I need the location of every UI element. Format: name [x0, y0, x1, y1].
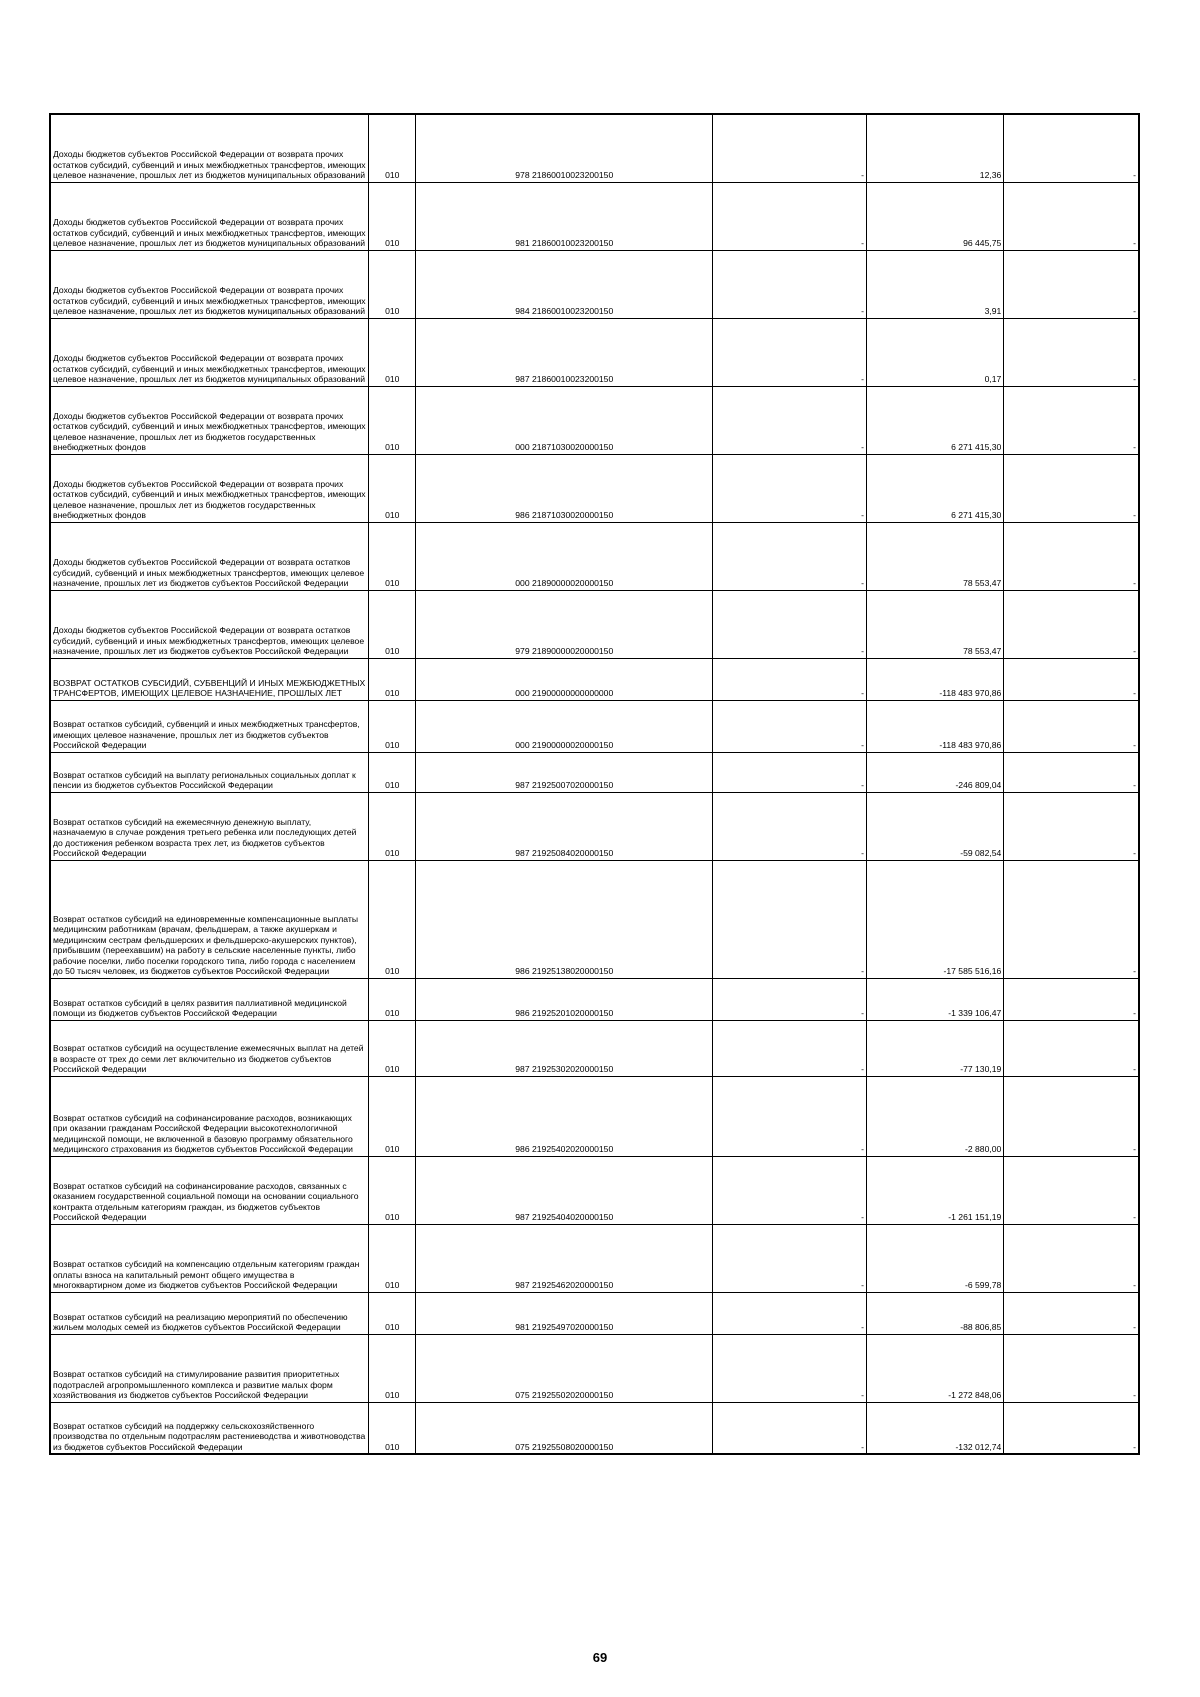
table-row	[50, 752, 1139, 792]
table-row	[50, 1020, 1139, 1076]
row-line-code-cell: 010	[369, 1076, 416, 1156]
row-amount-cell: 3,91	[866, 250, 1003, 318]
row-line-code-cell: 010	[369, 860, 416, 978]
row-amount-cell: -59 082,54	[866, 792, 1003, 860]
row-line-code-cell: 010	[369, 1224, 416, 1292]
row-amount-cell: -118 483 970,86	[866, 700, 1003, 752]
row-amount-cell: -246 809,04	[866, 752, 1003, 792]
row-budget-code-cell: 984 21860010023200150	[416, 250, 713, 318]
row-line-code-cell: 010	[369, 114, 416, 182]
page-number: 69	[592, 1650, 608, 1665]
row-name-cell: Возврат остатков субсидий на выплату региональных социальных доплат к пенсии из бюджетов субъектов Российской Федерации	[50, 752, 369, 792]
row-budget-code-cell: 979 21890000020000150	[416, 590, 713, 658]
row-name-cell: Возврат остатков субсидий на софинансирование расходов, связанных с оказанием государственной социальной помощи на основании социального контракта отдельным категориям граждан, из бюджетов субъектов Российской Федерации	[50, 1156, 369, 1224]
row-unexecuted-cell: -	[1004, 1076, 1139, 1156]
table-row	[50, 386, 1139, 454]
row-line-code-cell: 010	[369, 386, 416, 454]
row-unexecuted-cell: -	[1004, 700, 1139, 752]
row-unexecuted-cell: -	[1004, 978, 1139, 1020]
row-name-cell: Возврат остатков субсидий на ежемесячную денежную выплату, назначаемую в случае рождения третьего ребенка или последующих детей до достижения ребенком возраста трех лет, из бюджетов субъектов Российской Федерации	[50, 792, 369, 860]
row-name-cell: Возврат остатков субсидий на поддержку сельскохозяйственного производства по отдельным подотраслям растениеводства и животноводства из бюджетов субъектов Российской Федерации	[50, 1402, 369, 1454]
row-plan-cell: -	[713, 978, 867, 1020]
row-amount-cell: 6 271 415,30	[866, 386, 1003, 454]
row-line-code-cell: 010	[369, 1334, 416, 1402]
row-amount-cell: -2 880,00	[866, 1076, 1003, 1156]
row-unexecuted-cell: -	[1004, 182, 1139, 250]
row-line-code-cell: 010	[369, 1020, 416, 1076]
row-plan-cell: -	[713, 590, 867, 658]
row-unexecuted-cell: -	[1004, 658, 1139, 700]
row-plan-cell: -	[713, 522, 867, 590]
table-row	[50, 792, 1139, 860]
row-unexecuted-cell: -	[1004, 386, 1139, 454]
table-row	[50, 114, 1139, 182]
row-unexecuted-cell: -	[1004, 792, 1139, 860]
row-plan-cell: -	[713, 114, 867, 182]
row-name-cell: Возврат остатков субсидий на компенсацию отдельным категориям граждан оплаты взноса на капитальный ремонт общего имущества в многоквартирном доме из бюджетов субъектов Российской Федерации	[50, 1224, 369, 1292]
row-plan-cell: -	[713, 386, 867, 454]
report-table-body	[50, 114, 1139, 1454]
row-line-code-cell: 010	[369, 182, 416, 250]
row-unexecuted-cell: -	[1004, 590, 1139, 658]
row-name-cell: Доходы бюджетов субъектов Российской Федерации от возврата остатков субсидий, субвенций и иных межбюджетных трансфертов, имеющих целевое назначение, прошлых лет из бюджетов субъектов Российской Федерации	[50, 590, 369, 658]
row-plan-cell: -	[713, 1076, 867, 1156]
row-plan-cell: -	[713, 1334, 867, 1402]
table-row	[50, 1292, 1139, 1334]
row-budget-code-cell: 000 21900000000000000	[416, 658, 713, 700]
row-name-cell: Доходы бюджетов субъектов Российской Федерации от возврата прочих остатков субсидий, субвенций и иных межбюджетных трансфертов, имеющих целевое назначение, прошлых лет из бюджетов государственных внебюджетных фондов	[50, 454, 369, 522]
row-plan-cell: -	[713, 454, 867, 522]
row-plan-cell: -	[713, 1292, 867, 1334]
table-row	[50, 1076, 1139, 1156]
row-plan-cell: -	[713, 1156, 867, 1224]
row-budget-code-cell: 986 21925201020000150	[416, 978, 713, 1020]
row-unexecuted-cell: -	[1004, 1402, 1139, 1454]
row-unexecuted-cell: -	[1004, 752, 1139, 792]
row-line-code-cell: 010	[369, 752, 416, 792]
row-budget-code-cell: 987 21925302020000150	[416, 1020, 713, 1076]
table-row	[50, 1224, 1139, 1292]
table-row	[50, 700, 1139, 752]
row-unexecuted-cell: -	[1004, 1020, 1139, 1076]
report-table	[49, 113, 1140, 1455]
table-row	[50, 1402, 1139, 1454]
row-line-code-cell: 010	[369, 792, 416, 860]
table-row	[50, 658, 1139, 700]
row-amount-cell: -1 339 106,47	[866, 978, 1003, 1020]
row-name-cell: Доходы бюджетов субъектов Российской Федерации от возврата прочих остатков субсидий, субвенций и иных межбюджетных трансфертов, имеющих целевое назначение, прошлых лет из бюджетов муниципальных образований	[50, 182, 369, 250]
row-plan-cell: -	[713, 182, 867, 250]
row-amount-cell: 78 553,47	[866, 590, 1003, 658]
row-name-cell: Возврат остатков субсидий на осуществление ежемесячных выплат на детей в возрасте от трех до семи лет включительно из бюджетов субъектов Российской Федерации	[50, 1020, 369, 1076]
row-name-cell: Возврат остатков субсидий на реализацию мероприятий по обеспечению жильем молодых семей из бюджетов субъектов Российской Федерации	[50, 1292, 369, 1334]
row-budget-code-cell: 987 21925404020000150	[416, 1156, 713, 1224]
row-budget-code-cell: 000 21871030020000150	[416, 386, 713, 454]
row-amount-cell: -132 012,74	[866, 1402, 1003, 1454]
row-name-cell: Возврат остатков субсидий в целях развития паллиативной медицинской помощи из бюджетов субъектов Российской Федерации	[50, 978, 369, 1020]
row-plan-cell: -	[713, 1224, 867, 1292]
row-name-cell: Возврат остатков субсидий на стимулирование развития приоритетных подотраслей агропромышленного комплекса и развитие малых форм хозяйствования из бюджетов субъектов Российской Федерации	[50, 1334, 369, 1402]
row-plan-cell: -	[713, 792, 867, 860]
row-plan-cell: -	[713, 250, 867, 318]
row-unexecuted-cell: -	[1004, 1224, 1139, 1292]
row-plan-cell: -	[713, 700, 867, 752]
row-unexecuted-cell: -	[1004, 860, 1139, 978]
row-budget-code-cell: 978 21860010023200150	[416, 114, 713, 182]
row-budget-code-cell: 000 21900000020000150	[416, 700, 713, 752]
row-line-code-cell: 010	[369, 590, 416, 658]
table-row	[50, 522, 1139, 590]
row-budget-code-cell: 987 21925462020000150	[416, 1224, 713, 1292]
row-plan-cell: -	[713, 752, 867, 792]
row-line-code-cell: 010	[369, 1402, 416, 1454]
row-line-code-cell: 010	[369, 250, 416, 318]
row-amount-cell: -1 272 848,06	[866, 1334, 1003, 1402]
row-budget-code-cell: 981 21925497020000150	[416, 1292, 713, 1334]
row-unexecuted-cell: -	[1004, 522, 1139, 590]
row-budget-code-cell: 987 21925007020000150	[416, 752, 713, 792]
row-name-cell: Доходы бюджетов субъектов Российской Федерации от возврата прочих остатков субсидий, субвенций и иных межбюджетных трансфертов, имеющих целевое назначение, прошлых лет из бюджетов государственных внебюджетных фондов	[50, 386, 369, 454]
row-budget-code-cell: 075 21925508020000150	[416, 1402, 713, 1454]
row-unexecuted-cell: -	[1004, 114, 1139, 182]
row-line-code-cell: 010	[369, 978, 416, 1020]
row-plan-cell: -	[713, 658, 867, 700]
row-name-cell: Доходы бюджетов субъектов Российской Федерации от возврата прочих остатков субсидий, субвенций и иных межбюджетных трансфертов, имеющих целевое назначение, прошлых лет из бюджетов муниципальных образований	[50, 114, 369, 182]
table-row	[50, 454, 1139, 522]
row-name-cell: Доходы бюджетов субъектов Российской Федерации от возврата остатков субсидий, субвенций и иных межбюджетных трансфертов, имеющих целевое назначение, прошлых лет из бюджетов субъектов Российской Федерации	[50, 522, 369, 590]
row-budget-code-cell: 981 21860010023200150	[416, 182, 713, 250]
row-budget-code-cell: 987 21860010023200150	[416, 318, 713, 386]
row-name-cell: Возврат остатков субсидий на единовременные компенсационные выплаты медицинским работникам (врачам, фельдшерам, а также акушеркам и медицинским сестрам фельдшерских и фельдшерско-акушерских пунктов), прибывшим (переехавшим) на работу в сельские населенные пункты, либо рабочие поселки, либо поселки городского типа, либо города с населением до 50 тысяч человек, из бюджетов субъектов Российской Федерации	[50, 860, 369, 978]
row-plan-cell: -	[713, 860, 867, 978]
row-line-code-cell: 010	[369, 318, 416, 386]
row-plan-cell: -	[713, 1402, 867, 1454]
row-name-cell: ВОЗВРАТ ОСТАТКОВ СУБСИДИЙ, СУБВЕНЦИЙ И ИНЫХ МЕЖБЮДЖЕТНЫХ ТРАНСФЕРТОВ, ИМЕЮЩИХ ЦЕЛЕВОЕ НАЗНАЧЕНИЕ, ПРОШЛЫХ ЛЕТ	[50, 658, 369, 700]
table-row	[50, 1334, 1139, 1402]
table-row	[50, 1156, 1139, 1224]
table-row	[50, 860, 1139, 978]
row-budget-code-cell: 000 21890000020000150	[416, 522, 713, 590]
row-plan-cell: -	[713, 1020, 867, 1076]
row-amount-cell: 78 553,47	[866, 522, 1003, 590]
row-amount-cell: 6 271 415,30	[866, 454, 1003, 522]
table-row	[50, 318, 1139, 386]
row-budget-code-cell: 986 21925402020000150	[416, 1076, 713, 1156]
row-amount-cell: -1 261 151,19	[866, 1156, 1003, 1224]
row-budget-code-cell: 987 21925084020000150	[416, 792, 713, 860]
row-plan-cell: -	[713, 318, 867, 386]
table-row	[50, 250, 1139, 318]
table-row	[50, 590, 1139, 658]
row-amount-cell: -6 599,78	[866, 1224, 1003, 1292]
row-line-code-cell: 010	[369, 658, 416, 700]
row-name-cell: Возврат остатков субсидий на софинансирование расходов, возникающих при оказании гражданам Российской Федерации высокотехнологичной медицинской помощи, не включенной в базовую программу обязательного медицинского страхования из бюджетов субъектов Российской Федерации	[50, 1076, 369, 1156]
row-name-cell: Возврат остатков субсидий, субвенций и иных межбюджетных трансфертов, имеющих целевое назначение, прошлых лет из бюджетов субъектов Российской Федерации	[50, 700, 369, 752]
row-unexecuted-cell: -	[1004, 318, 1139, 386]
row-amount-cell: -118 483 970,86	[866, 658, 1003, 700]
row-unexecuted-cell: -	[1004, 1334, 1139, 1402]
row-line-code-cell: 010	[369, 454, 416, 522]
row-name-cell: Доходы бюджетов субъектов Российской Федерации от возврата прочих остатков субсидий, субвенций и иных межбюджетных трансфертов, имеющих целевое назначение, прошлых лет из бюджетов муниципальных образований	[50, 318, 369, 386]
row-line-code-cell: 010	[369, 700, 416, 752]
row-unexecuted-cell: -	[1004, 454, 1139, 522]
row-amount-cell: 12,36	[866, 114, 1003, 182]
row-amount-cell: 0,17	[866, 318, 1003, 386]
row-amount-cell: -17 585 516,16	[866, 860, 1003, 978]
row-unexecuted-cell: -	[1004, 1292, 1139, 1334]
row-budget-code-cell: 986 21925138020000150	[416, 860, 713, 978]
row-amount-cell: -77 130,19	[866, 1020, 1003, 1076]
row-unexecuted-cell: -	[1004, 1156, 1139, 1224]
row-line-code-cell: 010	[369, 1156, 416, 1224]
row-name-cell: Доходы бюджетов субъектов Российской Федерации от возврата прочих остатков субсидий, субвенций и иных межбюджетных трансфертов, имеющих целевое назначение, прошлых лет из бюджетов муниципальных образований	[50, 250, 369, 318]
table-row	[50, 978, 1139, 1020]
row-budget-code-cell: 986 21871030020000150	[416, 454, 713, 522]
row-unexecuted-cell: -	[1004, 250, 1139, 318]
row-line-code-cell: 010	[369, 522, 416, 590]
row-line-code-cell: 010	[369, 1292, 416, 1334]
row-amount-cell: 96 445,75	[866, 182, 1003, 250]
row-budget-code-cell: 075 21925502020000150	[416, 1334, 713, 1402]
table-row	[50, 182, 1139, 250]
row-amount-cell: -88 806,85	[866, 1292, 1003, 1334]
